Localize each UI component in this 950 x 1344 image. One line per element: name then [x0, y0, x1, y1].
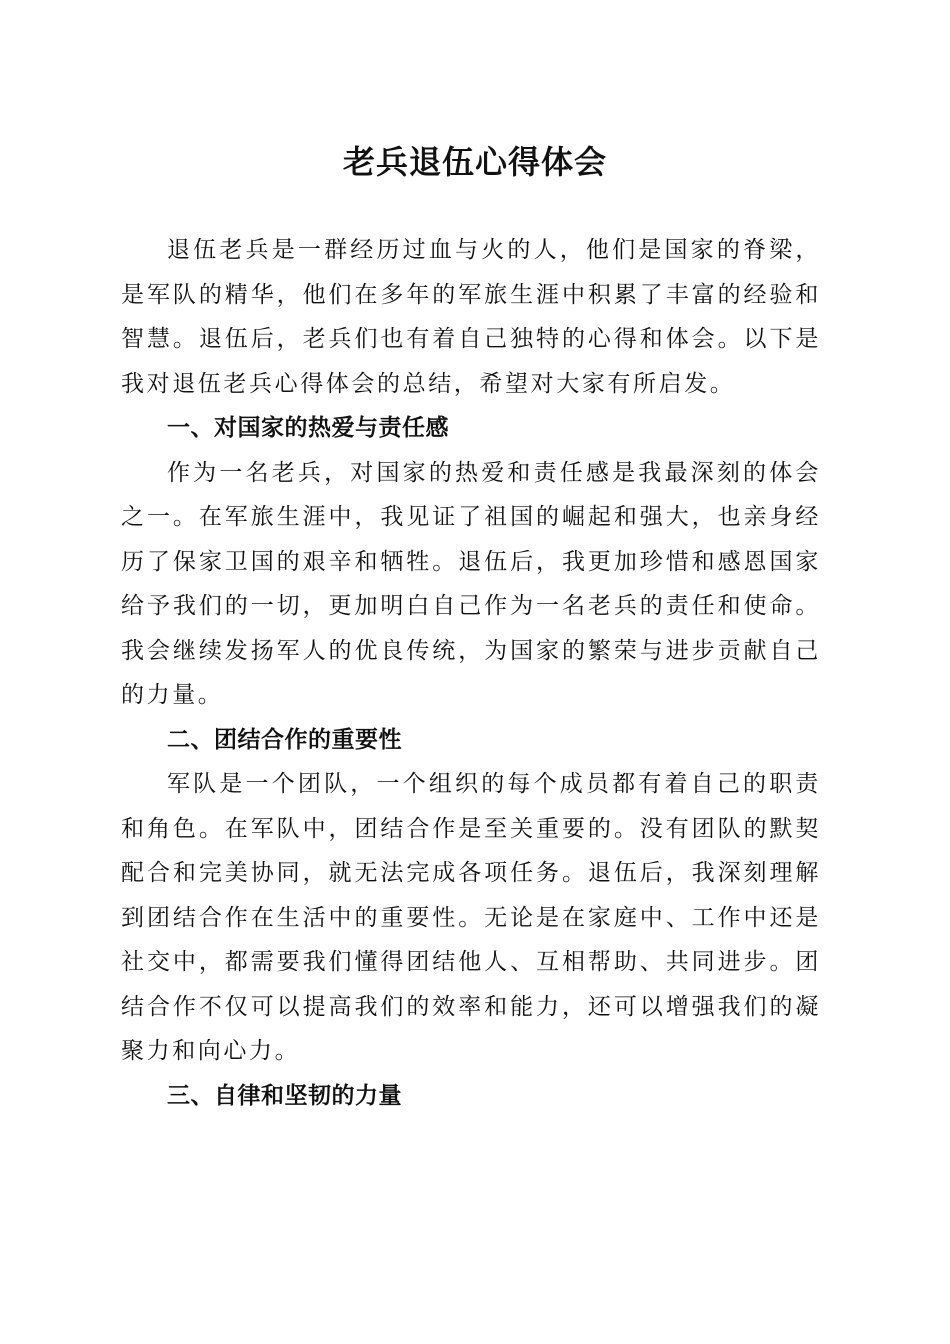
- section-heading: 三、自律和坚韧的力量: [167, 1082, 402, 1109]
- section-heading: 一、对国家的热爱与责任感: [167, 415, 449, 441]
- document-title: 老兵退伍心得体会: [342, 143, 607, 181]
- section-heading: 二、团结合作的重要性: [167, 726, 402, 753]
- section-paragraph: 军队是一个团队，一个组织的每个成员都有着自己的职责和角色。在军队中，团结合作是至关重要的。没有团队的默契配合和完美协同，就无法完成各项任务。退伍后，我深刻理解到团结合作在生活中的重要性。无论是在家庭中、工作中还是社交中，都需要我们懂得团结他人、互相帮助、共同进步。团结合作不仅可以提高我们的效率和能力，还可以增强我们的凝聚力和向心力。: [121, 771, 821, 1064]
- document-body: [121, 228, 821, 1118]
- intro-paragraph: 退伍老兵是一群经历过血与火的人，他们是国家的脊梁，是军队的精华，他们在多年的军旅生涯中积累了丰富的经验和智慧。退伍后，老兵们也有着自己独特的心得和体会。以下是我对退伍老兵心得体会的总结，希望对大家有所启发。: [121, 237, 821, 397]
- section-paragraph: 作为一名老兵，对国家的热爱和责任感是我最深刻的体会之一。在军旅生涯中，我见证了祖国的崛起和强大，也亲身经历了保家卫国的艰辛和牺牲。退伍后，我更加珍惜和感恩国家给予我们的一切，更加明白自己作为一名老兵的责任和使命。我会继续发扬军人的优良传统，为国家的繁荣与进步贡献自己的力量。: [121, 459, 821, 708]
